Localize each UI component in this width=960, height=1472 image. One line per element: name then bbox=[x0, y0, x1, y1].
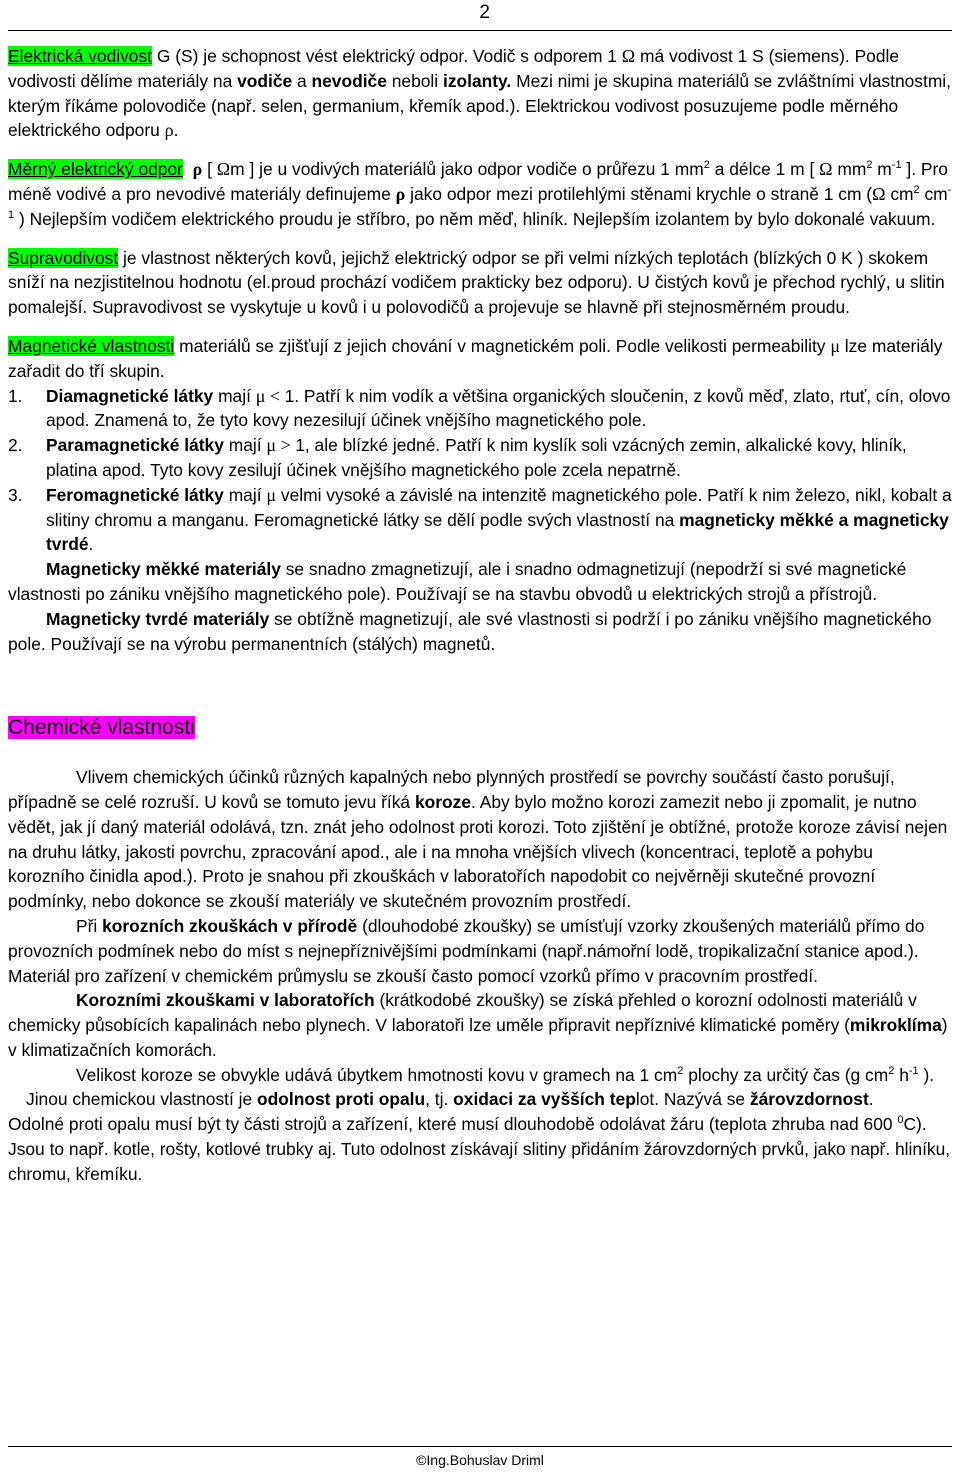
rho-symbol: ρ bbox=[164, 120, 174, 141]
footer-author: ©Ing.Bohuslav Driml bbox=[416, 1452, 544, 1468]
header-rule bbox=[8, 30, 952, 31]
paragraph-superconductivity: Supravodivost je vlastnost některých kovů, jejichž elektrický odpor se při velmi nízkých teplotách (blízkých 0 K ) skokem sníží na nezjistitelnou hodnotu (el.proud prochází vodičem prakticky bez odporu). U čistých kovů je přechod rychlý, u slitin pomalejší. Supravodivost se vyskytuje u kovů i u polovodičů a projevuje se hlavně při stejnosměrném proudu. bbox=[8, 247, 945, 318]
paragraph-heat-resistance: Jinou chemickou vlastností je odolnost proti opalu, tj. oxidaci za vyšších teplot. Nazývá se žárovzdornost. bbox=[26, 1089, 874, 1110]
page-number: 2 bbox=[479, 2, 490, 23]
paragraph-corrosion-rate: Velikost koroze se obvykle udává úbytkem hmotnosti kovu v gramech na 1 $cm^2$ plochy za určitý čas (g $cm^2$ $h^{-1}$ ). bbox=[76, 1064, 935, 1085]
omega-symbol: Ω bbox=[621, 46, 636, 66]
paragraph-electrical-conductivity: Elektrická vodivost G (S) je schopnost vést elektrický odpor. Vodič s odporem 1 Ω má vodivost 1 S (siemens). Podle vodivosti dělíme materiály na vodiče a nevodiče neboli izolanty. Mezi nimi je skupina materiálů se zvláštními vlastnostmi, kterým říkáme polovodiče (např. selen, germanium, křemík apod.). Elektrickou vodivost posuzujeme podle měrného elektrického odporu ρ. bbox=[8, 46, 952, 141]
list-item: 3. Feromagnetické látky mají μ velmi vysoké a závislé na intenzitě magnetického pole. Patří k nim železo, nikl, kobalt a slitiny chromu a manganu. Feromagnetické látky se dělí podle svých vlastností na magneticky měkké a magneticky tvrdé. bbox=[8, 484, 952, 555]
paragraph-soft-magnetic: Magneticky měkké materiály se snadno zmagnetizují, ale i snadno odmagnetizují (nepodrží si své magnetické vlastnosti po zániku vnějšího magnetického pole). Používají se na stavbu obvodů u elektrických strojů a přístrojů. bbox=[8, 559, 907, 604]
omega-symbol: Ω bbox=[819, 159, 833, 180]
paragraph-magnetic-intro: Magnetické vlastnosti materiálů se zjišťují z jejich chování v magnetickém poli. Podle velikosti permeability μ lze materiály zařadit do tří skupin. bbox=[8, 335, 943, 381]
list-item: 1. Diamagnetické látky mají μ < 1. Patří k nim vodík a většina organických sloučenin, z kovů měď, zlato, rtuť, cín, olovo apod. Znamená to, že tyto kovy nezesilují účinek vnějšího magnetického pole. bbox=[8, 385, 951, 431]
rho-symbol: ρ bbox=[192, 159, 203, 180]
list-item: 2. Paramagnetické látky mají μ > 1, ale blízké jedné. Patří k nim kyslík soli vzácných zemin, alkalické kovy, hliník, platina apod. Tyto kovy zesilují účinek vnějšího magnetického pole zcela nepatrně. bbox=[8, 435, 907, 480]
term-resistivity: Měrný elektrický odpor bbox=[8, 159, 183, 180]
omega-symbol: Ω bbox=[872, 183, 886, 204]
term-magnetic-properties: Magnetické vlastnosti bbox=[8, 335, 175, 356]
rho-symbol: ρ bbox=[395, 183, 406, 204]
paragraph-field-tests: Při korozních zkouškách v přírodě (dlouhodobé zkoušky) se umísťují vzorky zkoušených materiálů přímo do provozních podmínek nebo do míst s nejnepříznivějšími podmínkami (např.námořní lodě, tropikalizační stanice apod.). Materiál pro zařízení v chemickém průmyslu se zkouší často pomocí vzorků přímo v pracovním prostředí. bbox=[8, 915, 925, 986]
document-body bbox=[8, 44, 954, 1187]
paragraph-oxidation-resistance: Odolné proti opalu musí být ty části strojů a zařízení, které musí dlouhodobě odolávat žáru (teplota zhruba nad 600 $^0$C). Jsou to např. kotle, rošty, kotlové trubky aj. Tuto odolnost získávají slitiny přidáním žárovzdorných prvků, jako např. hliníku, chromu, křemíku. bbox=[8, 1114, 951, 1184]
term-superconductivity: Supravodivost bbox=[8, 247, 119, 268]
footer-rule bbox=[8, 1446, 952, 1447]
omega-symbol: Ω bbox=[216, 159, 231, 180]
mu-symbol: μ bbox=[830, 335, 840, 356]
section-heading-chemical: Chemické vlastnosti bbox=[8, 716, 195, 740]
paragraph-resistivity: Měrný elektrický odpor ρ [ Ωm ] je u vodivých materiálů jako odpor vodiče o průřezu 1 $mm^2$ a délce 1 m [ Ω $mm^2$ $m^{-1}$ ]. Pro méně vodivé a pro nevodivé materiály definujeme ρ jako odpor mezi protilehlými stěnami krychle o straně 1 cm (Ω $cm^2$ $cm^{-1}$ ) Nejlepším vodičem elektrického proudu je stříbro, po něm měď, hliník. Nejlepším izolantem by bylo dokonalé vakuum. bbox=[8, 159, 952, 229]
paragraph-corrosion: Vlivem chemických účinků různých kapalných nebo plynných prostředí se povrchy součástí často porušují, případně se celé rozruší. U kovů se tomuto jevu říká koroze. Aby bylo možno korozi zamezit nebo ji zpomalit, je nutno vědět, jak jí daný materiál odolává, tzn. znát jeho odolnost proti korozi. Toto zjištění je obtížné, protože koroze závisí nejen na druhu látky, jakosti povrchu, zpracování apod., ale i na mnoha vnějších vlivech (koncentraci, teplotě a pohybu korozního činidla apod.). Proto je snahou při zkouškách v laboratořích napodobit co nejvěrněji skutečné provozní podmínky, nebo dokonce se zkouší materiály ve skutečném provozním prostředí. bbox=[8, 767, 948, 912]
paragraph-lab-tests: Korozními zkouškami v laboratořích (krátkodobé zkoušky) se získá přehled o korozní odolnosti materiálů v chemicky působících kapalinách nebo plynech. V laboratoři lze uměle připravit nepříznivé klimatické poměry (mikroklíma) v klimatizačních komorách. bbox=[8, 990, 948, 1060]
term-electrical-conductivity: Elektrická vodivost bbox=[8, 46, 153, 66]
paragraph-hard-magnetic: Magneticky tvrdé materiály se obtížně magnetizují, ale své vlastnosti si podrží i po zániku vnějšího magnetického pole. Používají se na výrobu permanentních (stálých) magnetů. bbox=[8, 608, 932, 654]
